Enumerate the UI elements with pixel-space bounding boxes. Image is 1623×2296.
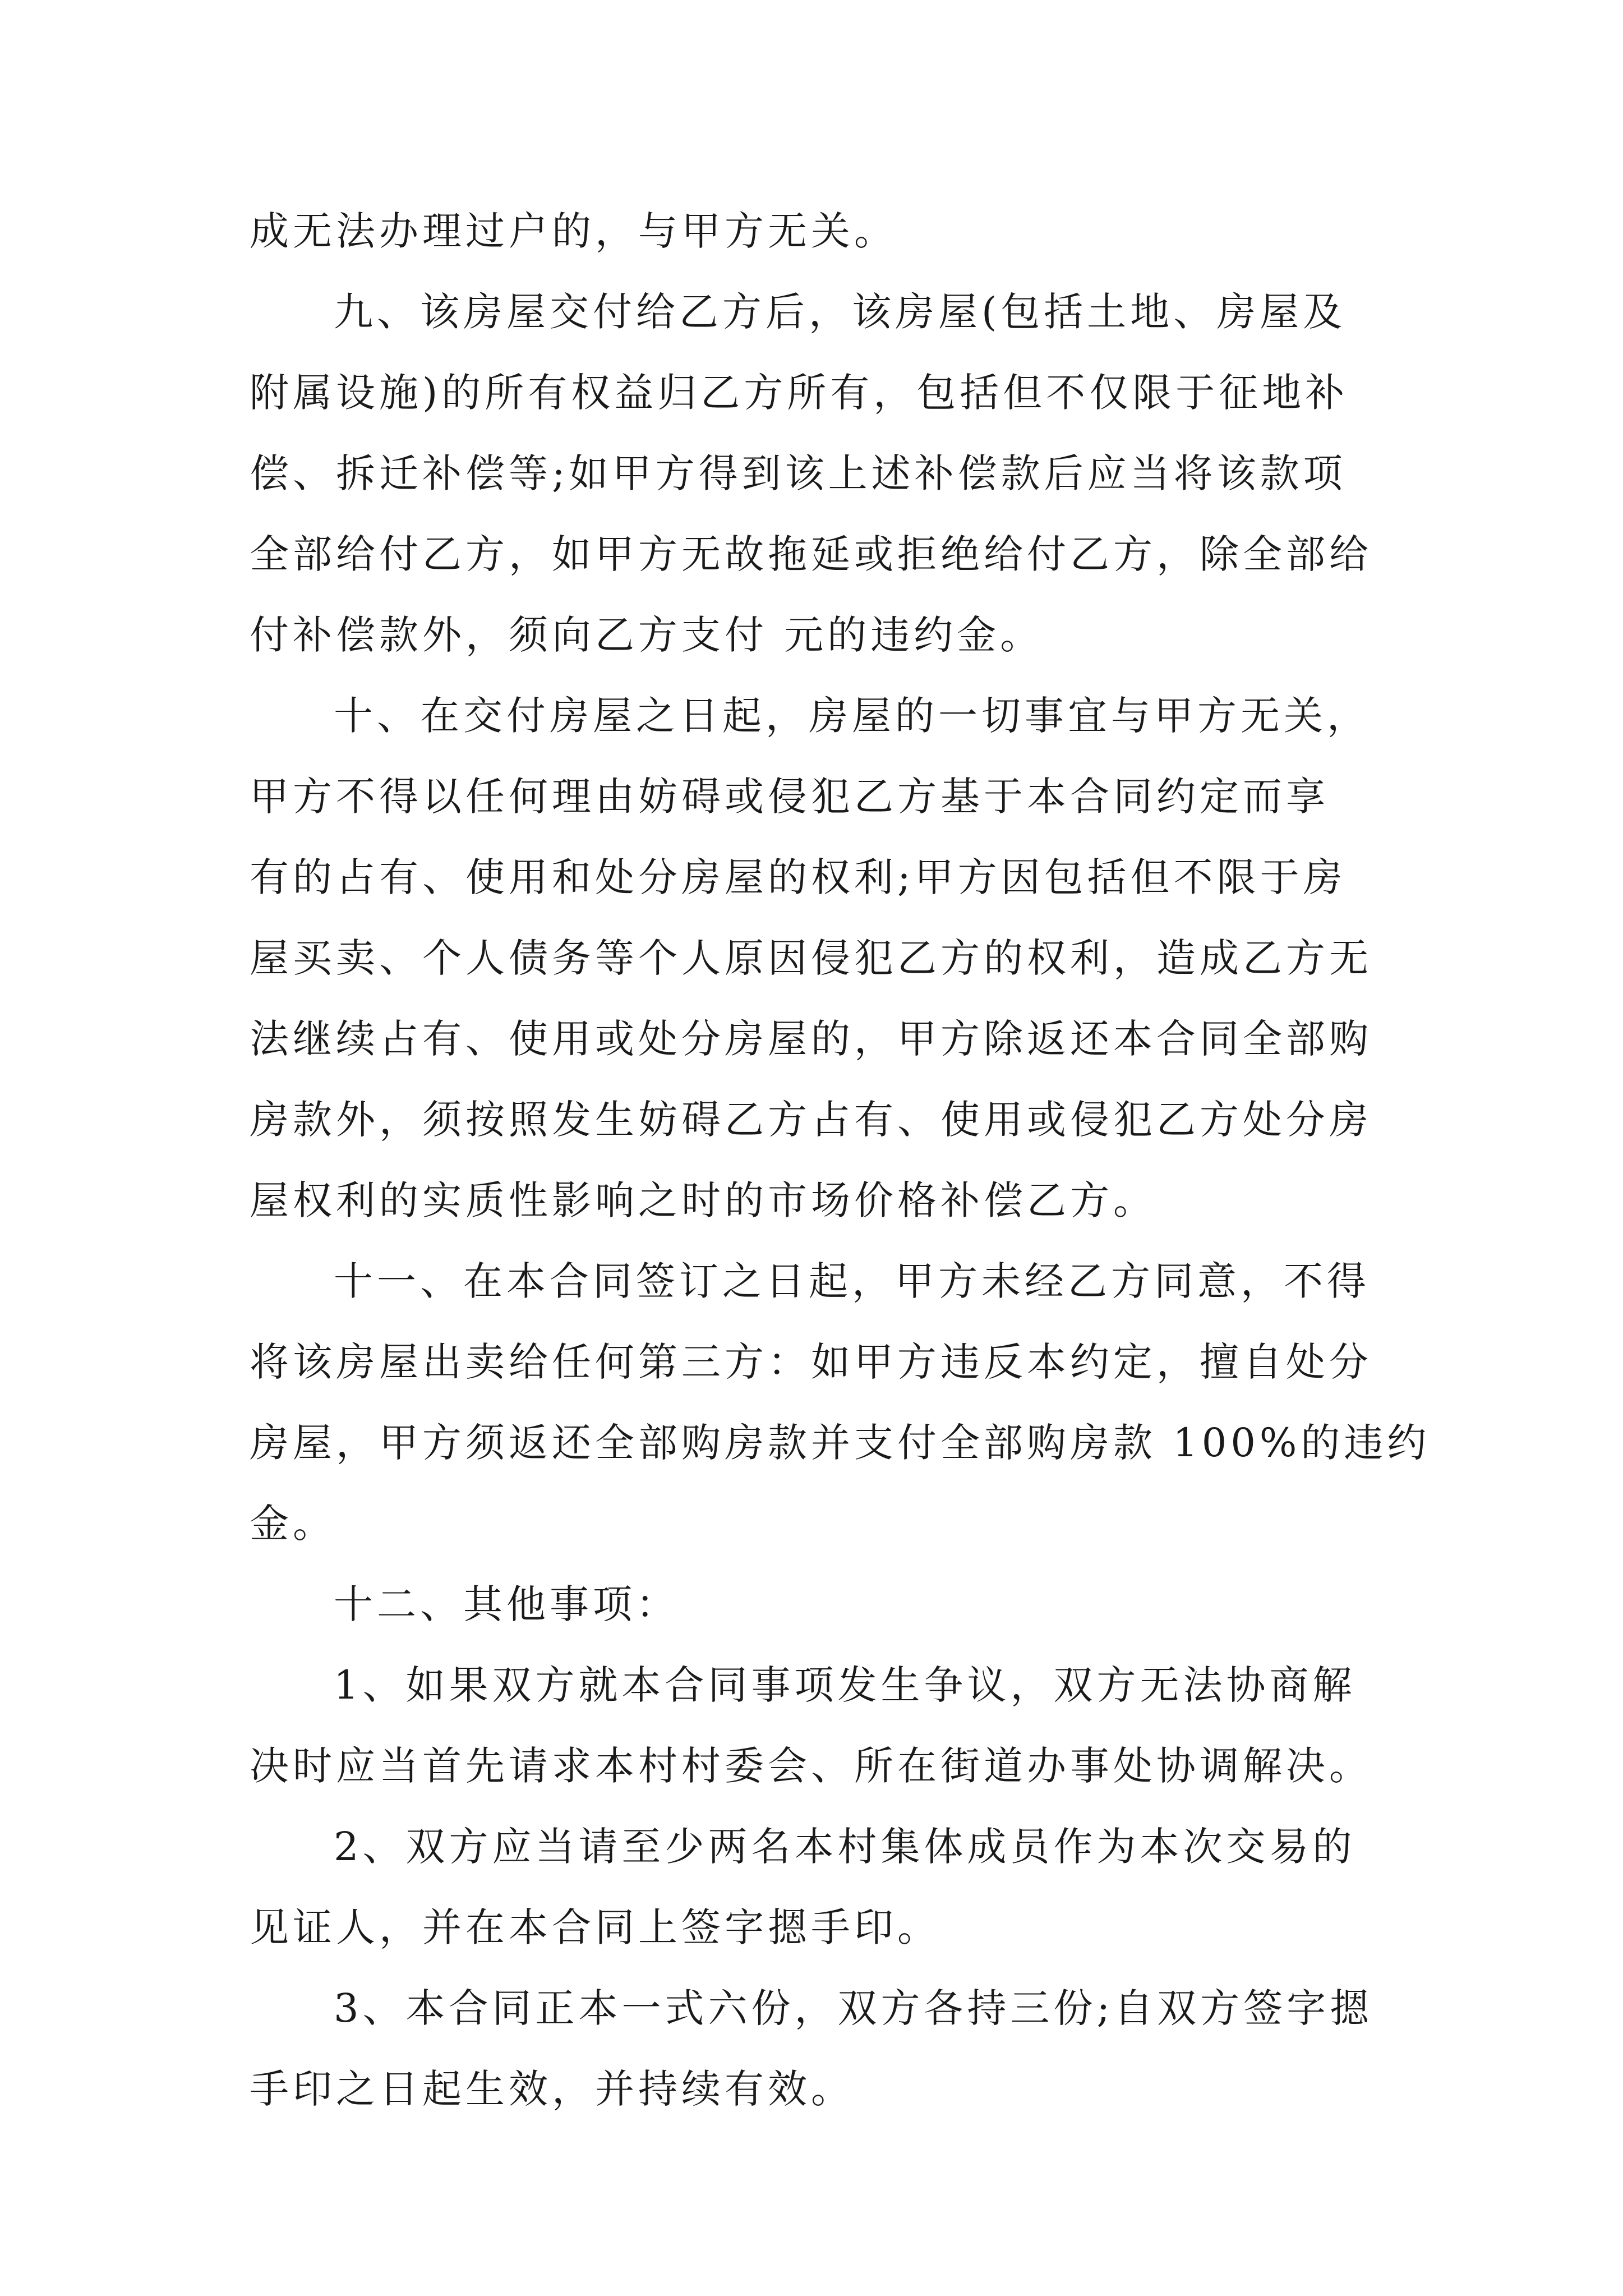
text-line: 十、在交付房屋之日起，房屋的一切事宜与甲方无关， xyxy=(334,693,1370,739)
text-line: 十二、其他事项： xyxy=(334,1581,679,1627)
text-line: 决时应当首先请求本村村委会、所在街道办事处协调解决。 xyxy=(250,1743,1372,1789)
text-line: 屋权利的实质性影响之时的市场价格补偿乙方。 xyxy=(250,1177,1156,1223)
text-line: 成无法办理过户的，与甲方无关。 xyxy=(250,208,897,254)
text-line: 十一、在本合同签订之日起，甲方未经乙方同意，不得 xyxy=(334,1258,1370,1304)
text-line: 甲方不得以任何理由妨碍或侵犯乙方基于本合同约定而享 xyxy=(250,774,1329,820)
contract-text xyxy=(250,191,1431,2129)
text-line: 全部给付乙方，如甲方无故拖延或拒绝给付乙方，除全部给 xyxy=(250,531,1372,577)
text-line: 房屋，甲方须返还全部购房款并支付全部购房款 100%的违约 xyxy=(250,1420,1431,1466)
text-line: 屋买卖、个人债务等个人原因侵犯乙方的权利，造成乙方无 xyxy=(250,935,1372,981)
text-line: 见证人，并在本合同上签字摁手印。 xyxy=(250,1904,940,1950)
text-line: 手印之日起生效，并持续有效。 xyxy=(250,2066,854,2112)
text-line: 附属设施)的所有权益归乙方所有，包括但不仅限于征地补 xyxy=(250,370,1349,416)
text-line: 将该房屋出卖给任何第三方：如甲方违反本约定，擅自处分 xyxy=(250,1339,1372,1385)
text-line: 3、本合同正本一式六份，双方各持三份;自双方签字摁 xyxy=(334,1985,1373,2031)
text-line: 付补偿款外，须向乙方支付 元的违约金。 xyxy=(250,612,1044,658)
text-line: 法继续占有、使用或处分房屋的，甲方除返还本合同全部购 xyxy=(250,1016,1372,1062)
text-line: 2、双方应当请至少两名本村集体成员作为本次交易的 xyxy=(334,1824,1356,1870)
text-line: 金。 xyxy=(250,1501,336,1547)
text-line: 1、如果双方就本合同事项发生争议，双方无法协商解 xyxy=(334,1662,1356,1708)
text-line: 偿、拆迁补偿等;如甲方得到该上述补偿款后应当将该款项 xyxy=(250,450,1347,496)
text-line: 房款外，须按照发生妨碍乙方占有、使用或侵犯乙方处分房 xyxy=(250,1097,1372,1143)
text-line: 九、该房屋交付给乙方后，该房屋(包括土地、房屋及 xyxy=(334,289,1347,335)
text-line: 有的占有、使用和处分房屋的权利;甲方因包括但不限于房 xyxy=(250,854,1347,900)
